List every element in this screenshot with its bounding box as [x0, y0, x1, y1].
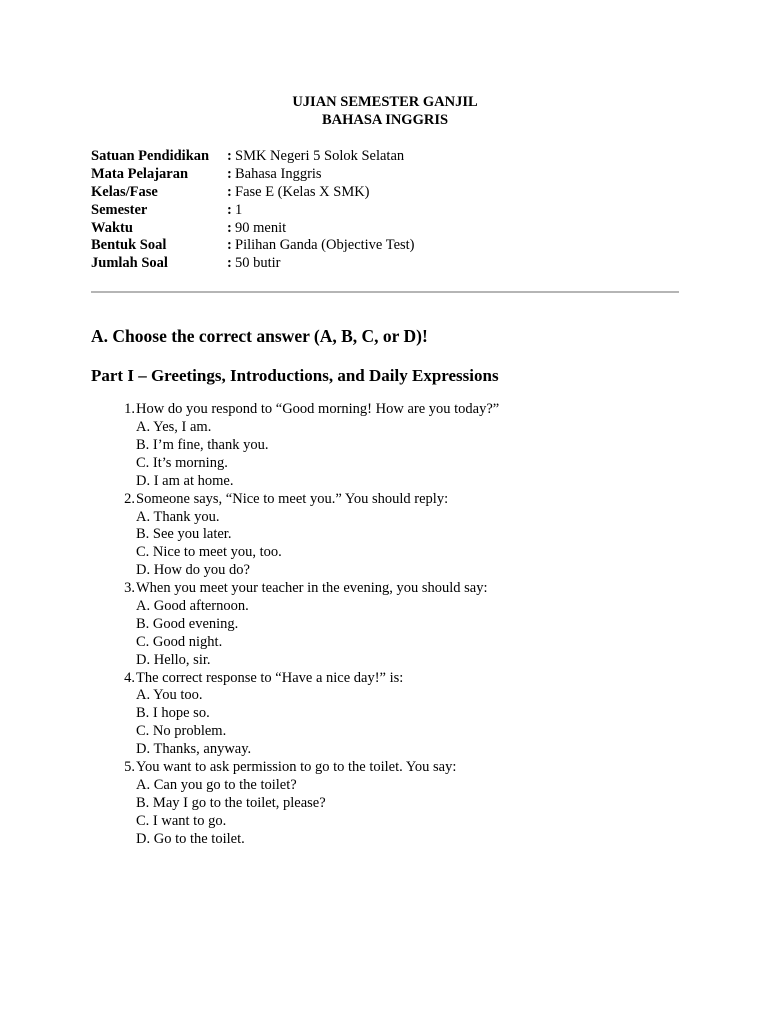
answer-option: C. I want to go.: [136, 812, 227, 829]
info-label: Bentuk Soal: [91, 237, 167, 254]
section-heading: A. Choose the correct answer (A, B, C, or D)!: [91, 326, 428, 347]
info-label: Kelas/Fase: [91, 183, 158, 200]
answer-option: D. Hello, sir.: [136, 651, 211, 668]
question-item: [91, 401, 679, 490]
question-number: 2.: [124, 490, 135, 507]
exam-info-row: [91, 220, 679, 238]
info-colon: :: [227, 255, 232, 272]
question-item: [91, 491, 679, 580]
part-heading: Part I – Greetings, Introductions, and Daily Expressions: [91, 366, 499, 386]
question-line: [91, 759, 679, 777]
answer-option: C. Good night.: [136, 633, 223, 650]
answer-option: B. I’m fine, thank you.: [136, 437, 269, 454]
question-text: The correct response to “Have a nice day!” is:: [136, 669, 404, 686]
question-list: [91, 401, 679, 848]
exam-title-line-2: BAHASA INGGRIS: [321, 111, 449, 128]
answer-option: C. No problem.: [136, 723, 227, 740]
exam-info-row: [91, 148, 679, 166]
info-label: Mata Pelajaran: [91, 165, 189, 182]
question-item: [91, 580, 679, 669]
question-text: Someone says, “Nice to meet you.” You should reply:: [136, 490, 449, 507]
exam-info-table: [91, 148, 679, 273]
info-label: Waktu: [91, 219, 133, 236]
answer-option: D. Thanks, anyway.: [136, 741, 252, 758]
info-colon: :: [227, 201, 232, 218]
answer-option: B. Good evening.: [136, 615, 239, 632]
question-number-cell: [91, 491, 135, 509]
info-value: 1: [235, 201, 243, 218]
answer-option: C. It’s morning.: [136, 454, 228, 471]
question-number: 1.: [124, 401, 135, 418]
exam-info-row: [91, 237, 679, 255]
answer-option: A. Good afternoon.: [136, 598, 249, 615]
answer-option: B. May I go to the toilet, please?: [136, 794, 326, 811]
info-label: Semester: [91, 201, 148, 218]
info-value: 50 butir: [235, 255, 281, 272]
exam-info-row: [91, 184, 679, 202]
answer-option: A. Thank you.: [136, 508, 220, 525]
info-colon: :: [227, 165, 232, 182]
question-number-cell: [91, 670, 135, 688]
question-number-cell: [91, 759, 135, 777]
info-label: Jumlah Soal: [91, 255, 168, 272]
exam-info-row: [91, 166, 679, 184]
answer-option: D. I am at home.: [136, 472, 234, 489]
question-line: [91, 491, 679, 509]
info-colon: :: [227, 237, 232, 254]
info-colon: :: [227, 148, 232, 164]
question-number: 3.: [124, 580, 135, 597]
question-text: You want to ask permission to go to the toilet. You say:: [136, 759, 457, 776]
info-value: Fase E (Kelas X SMK): [235, 183, 370, 200]
answer-option: A. You too.: [136, 687, 203, 704]
question-number: 5.: [124, 759, 135, 776]
question-line: [91, 670, 679, 688]
exam-info-row: [91, 255, 679, 273]
answer-option: B. I hope so.: [136, 705, 210, 722]
question-item: [91, 759, 679, 848]
exam-info-row: [91, 202, 679, 220]
question-text: When you meet your teacher in the evening, you should say:: [136, 580, 488, 597]
answer-option: A. Yes, I am.: [136, 419, 212, 436]
question-number-cell: [91, 580, 135, 598]
info-colon: :: [227, 219, 232, 236]
answer-option: A. Can you go to the toilet?: [136, 776, 297, 793]
info-value: Pilihan Ganda (Objective Test): [235, 237, 415, 254]
answer-option: B. See you later.: [136, 526, 232, 543]
question-number: 4.: [124, 669, 135, 686]
exam-title-line-1: UJIAN SEMESTER GANJIL: [292, 94, 478, 110]
info-value: Bahasa Inggris: [235, 165, 322, 182]
answer-option: D. How do you do?: [136, 562, 250, 579]
answer-option: C. Nice to meet you, too.: [136, 544, 282, 561]
info-value: 90 menit: [235, 219, 287, 236]
question-item: [91, 670, 679, 759]
info-value: SMK Negeri 5 Solok Selatan: [235, 148, 405, 164]
question-line: [91, 401, 679, 419]
horizontal-divider: [91, 291, 679, 293]
info-label: Satuan Pendidikan: [91, 148, 210, 164]
exam-title: [91, 94, 679, 129]
question-number-cell: [91, 401, 135, 419]
answer-option: D. Go to the toilet.: [136, 830, 245, 847]
exam-document: [91, 94, 679, 849]
question-line: [91, 580, 679, 598]
question-text: How do you respond to “Good morning! How are you today?”: [136, 401, 500, 418]
info-colon: :: [227, 183, 232, 200]
